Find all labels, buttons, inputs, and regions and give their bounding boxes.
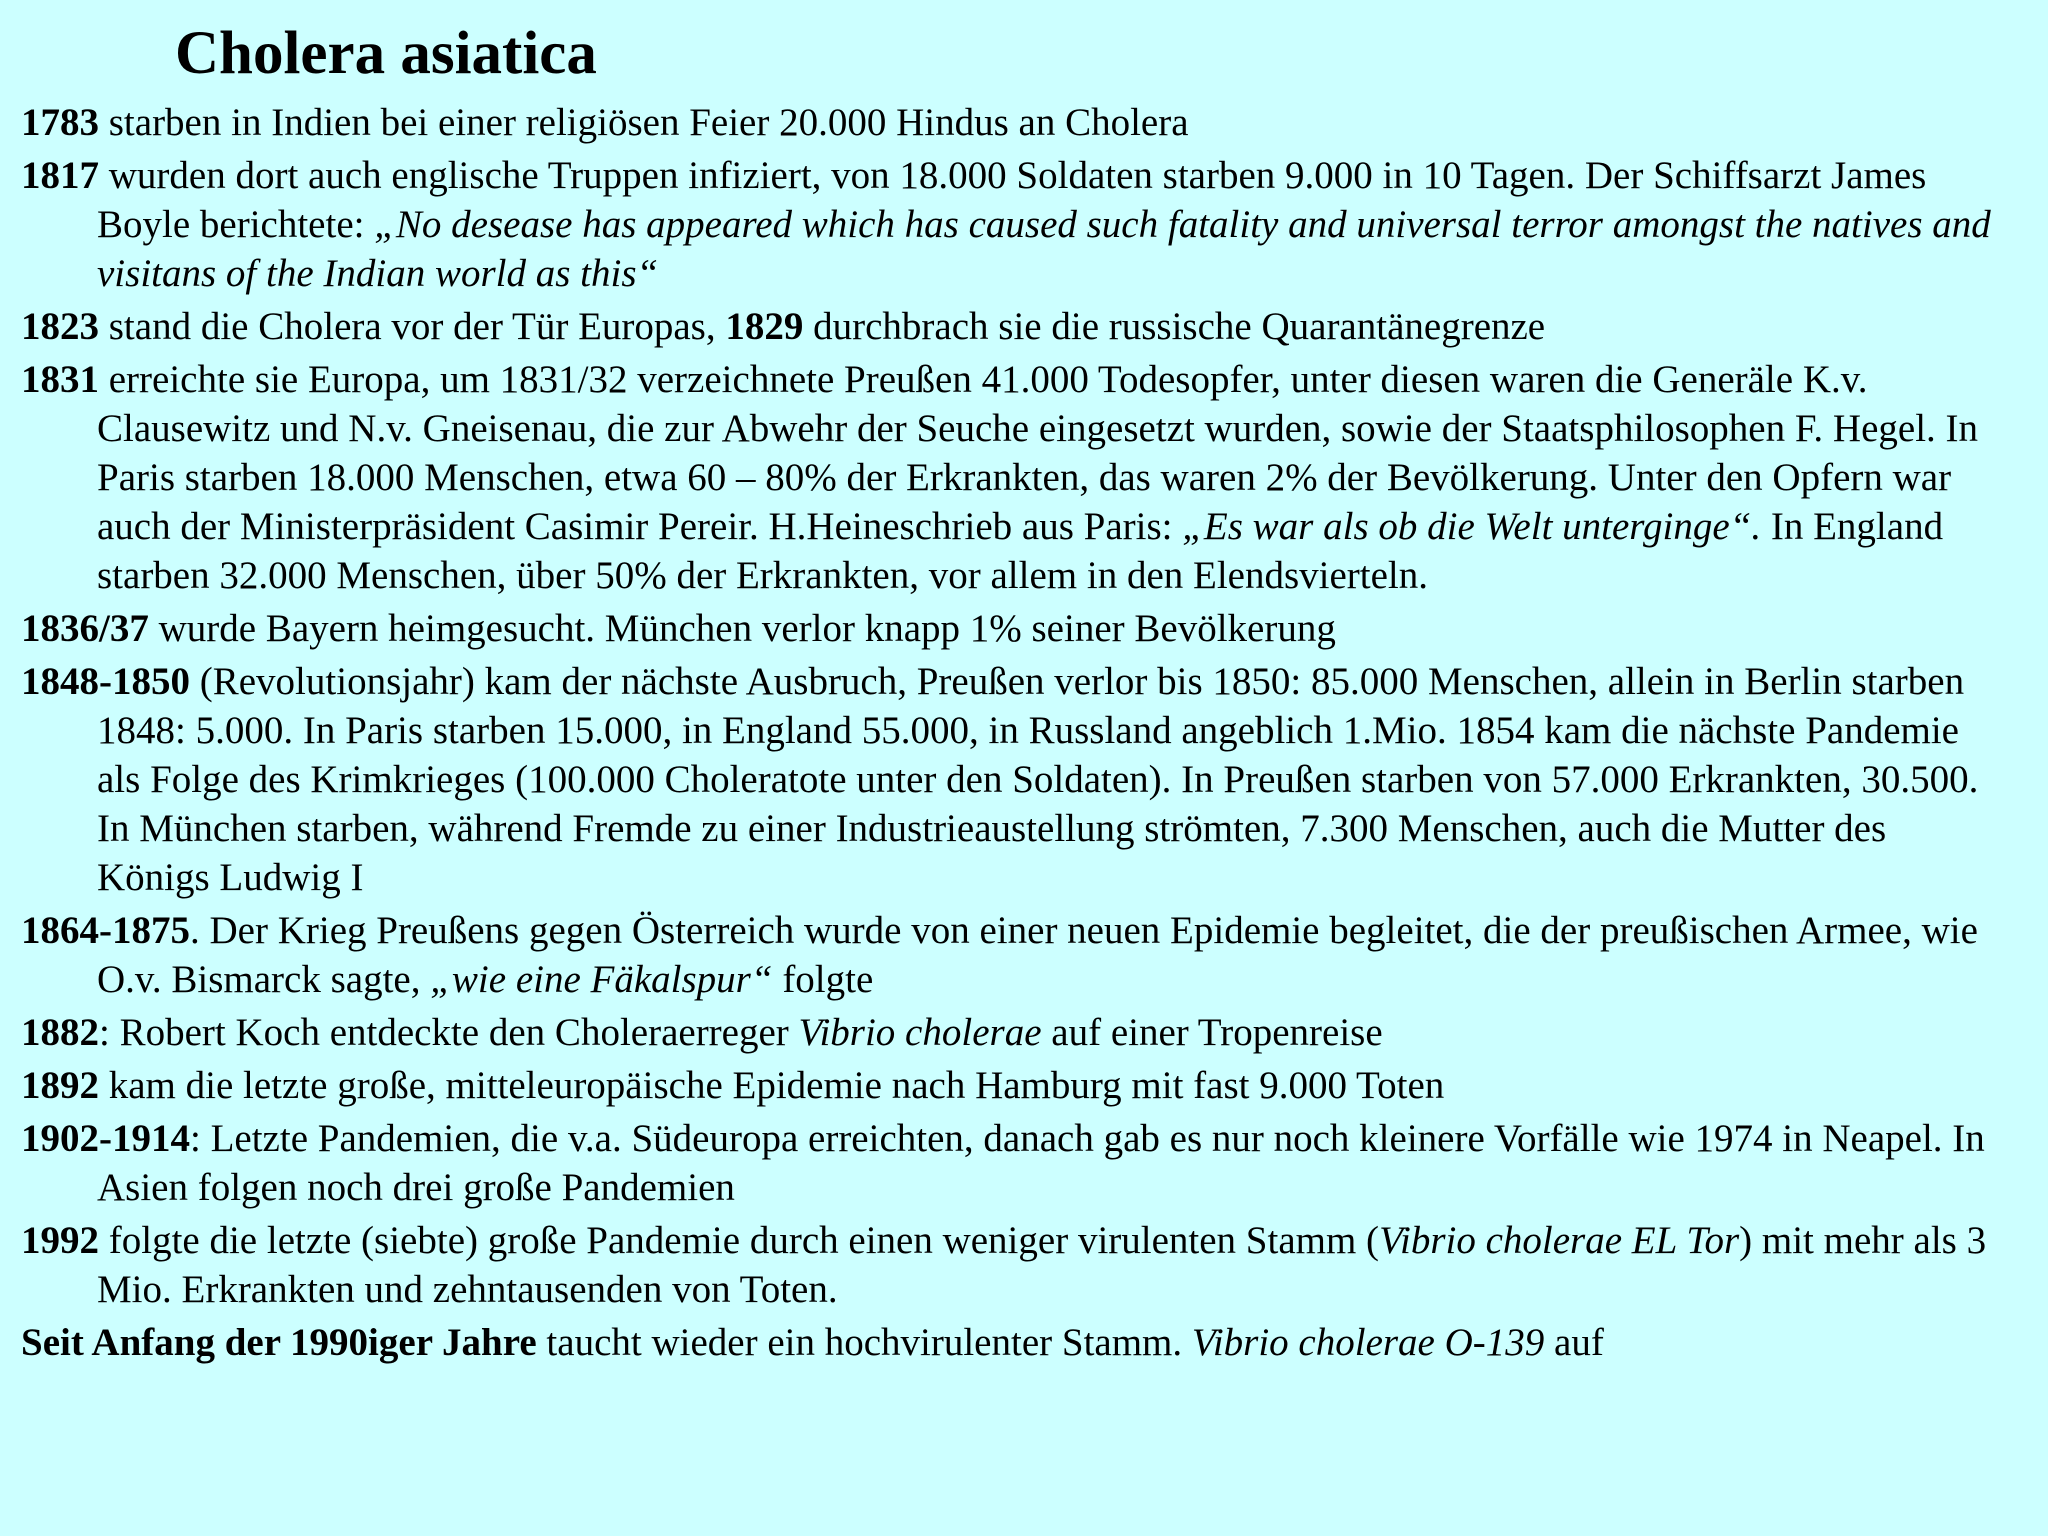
timeline-entry	[21, 1061, 2008, 1110]
entry-quote: „Es war als ob die Welt unterginge“.	[1182, 505, 1762, 548]
timeline-entry	[21, 1114, 2008, 1212]
entry-quote: Vibrio cholerae EL Tor	[1379, 1219, 1740, 1262]
entry-text: wurden dort auch englische Truppen infiziert, von 18.000 Soldaten starben 9.000 in 10 Tagen. Der Schiffsarzt James Boyle berichtete:	[97, 154, 1927, 246]
entry-year: 1783	[21, 101, 99, 144]
entry-year: 1836/37	[21, 607, 149, 650]
entry-text: folgte die letzte (siebte) große Pandemie durch einen weniger virulenten Stamm (	[99, 1219, 1380, 1262]
timeline-entry	[21, 355, 2008, 600]
entry-text: : Robert Koch entdeckte den Choleraerreger	[99, 1011, 799, 1054]
entry-text: (Revolutionsjahr) kam der nächste Ausbruch, Preußen verlor bis 1850: 85.000 Menschen, allein in Berlin starben 1848: 5.000. In Paris starben 15.000, in England 55.000, in Russland angeblich 1.Mio. 1854 kam die nächste Pandemie als Folge des Krimkrieges (100.000 Choleratote unter den Soldaten). In Preußen starben von 57.000 Erkrankten, 30.500. In München starben, während Fremde zu einer Industrieaustellung strömten, 7.300 Menschen, auch die Mutter des Königs Ludwig I	[97, 660, 1979, 899]
entry-year: 1892	[21, 1064, 99, 1107]
entry-year: 1848-1850	[21, 660, 190, 703]
entry-year: 1829	[725, 305, 804, 348]
entry-text: folgte	[772, 958, 874, 1001]
entry-year: 1992	[21, 1219, 99, 1262]
entry-quote: „No desease has appeared which has caused such fatality and universal terror amongst the natives and visitans of the Indian world as this“	[97, 203, 1991, 295]
timeline-entry	[21, 604, 2008, 653]
timeline-entry	[21, 1216, 2008, 1314]
entry-text: In England starben 32.000 Menschen, über 50% der Erkrankten, vor allem in den Elendsvierteln.	[97, 505, 1944, 597]
entry-text: ) mit mehr als 3 Mio. Erkrankten und zehntausenden von Toten.	[97, 1219, 1987, 1311]
entry-text: kam die letzte große, mitteleuropäische Epidemie nach Hamburg mit fast 9.000 Toten	[99, 1064, 1445, 1107]
entry-quote: Vibrio cholerae O-139	[1191, 1321, 1545, 1364]
entry-quote: Vibrio cholerae	[798, 1011, 1042, 1054]
entry-text: erreichte sie Europa, um 1831/32 verzeichnete Preußen 41.000 Todesopfer, unter diesen waren die Generäle K.v. Clausewitz und N.v. Gneisenau, die zur Abwehr der Seuche eingesetzt wurden, sowie der Staatsphilosophen F. Hegel. In Paris starben 18.000 Menschen, etwa 60 – 80% der Erkrankten, das waren 2% der Bevölkerung. Unter den Opfern war auch der Ministerpräsident Casimir Pereir. H.Heineschrieb aus Paris:	[97, 358, 1979, 548]
timeline-list	[21, 98, 2008, 1367]
timeline-entry	[21, 302, 2008, 351]
entry-year: 1831	[21, 358, 99, 401]
timeline-entry	[21, 1008, 2008, 1057]
entry-year: 1817	[21, 154, 99, 197]
timeline-entry	[21, 98, 2008, 147]
entry-text: starben in Indien bei einer religiösen Feier 20.000 Hindus an Cholera	[99, 101, 1189, 144]
entry-year: 1882	[21, 1011, 99, 1054]
entry-text: auf	[1544, 1321, 1604, 1364]
entry-text: wurde Bayern heimgesucht. München verlor knapp 1% seiner Bevölkerung	[148, 607, 1336, 650]
timeline-entry	[21, 657, 2008, 902]
entry-text: : Letzte Pandemien, die v.a. Südeuropa erreichten, danach gab es nur noch kleinere Vorfälle wie 1974 in Neapel. In Asien folgen noch drei große Pandemien	[97, 1117, 1985, 1209]
entry-year: 1823	[21, 305, 99, 348]
entry-text: . Der Krieg Preußens gegen Österreich wurde von einer neuen Epidemie begleitet, die der preußischen Armee, wie O.v. Bismarck sagte,	[97, 909, 1978, 1001]
timeline-entry	[21, 151, 2008, 298]
entry-year: 1864-1875	[21, 909, 190, 952]
entry-text: taucht wieder ein hochvirulenter Stamm.	[536, 1321, 1192, 1364]
slide-title: Cholera asiatica	[175, 20, 597, 87]
entry-year: Seit Anfang der 1990iger Jahre	[21, 1321, 537, 1364]
timeline-entry	[21, 1318, 2008, 1367]
timeline-entry	[21, 906, 2008, 1004]
entry-year: 1902-1914	[21, 1117, 190, 1160]
entry-quote: „wie eine Fäkalspur“	[430, 958, 773, 1001]
entry-text: durchbrach sie die russische Quarantänegrenze	[803, 305, 1546, 348]
entry-text: stand die Cholera vor der Tür Europas,	[99, 305, 726, 348]
entry-text: auf einer Tropenreise	[1041, 1011, 1383, 1054]
